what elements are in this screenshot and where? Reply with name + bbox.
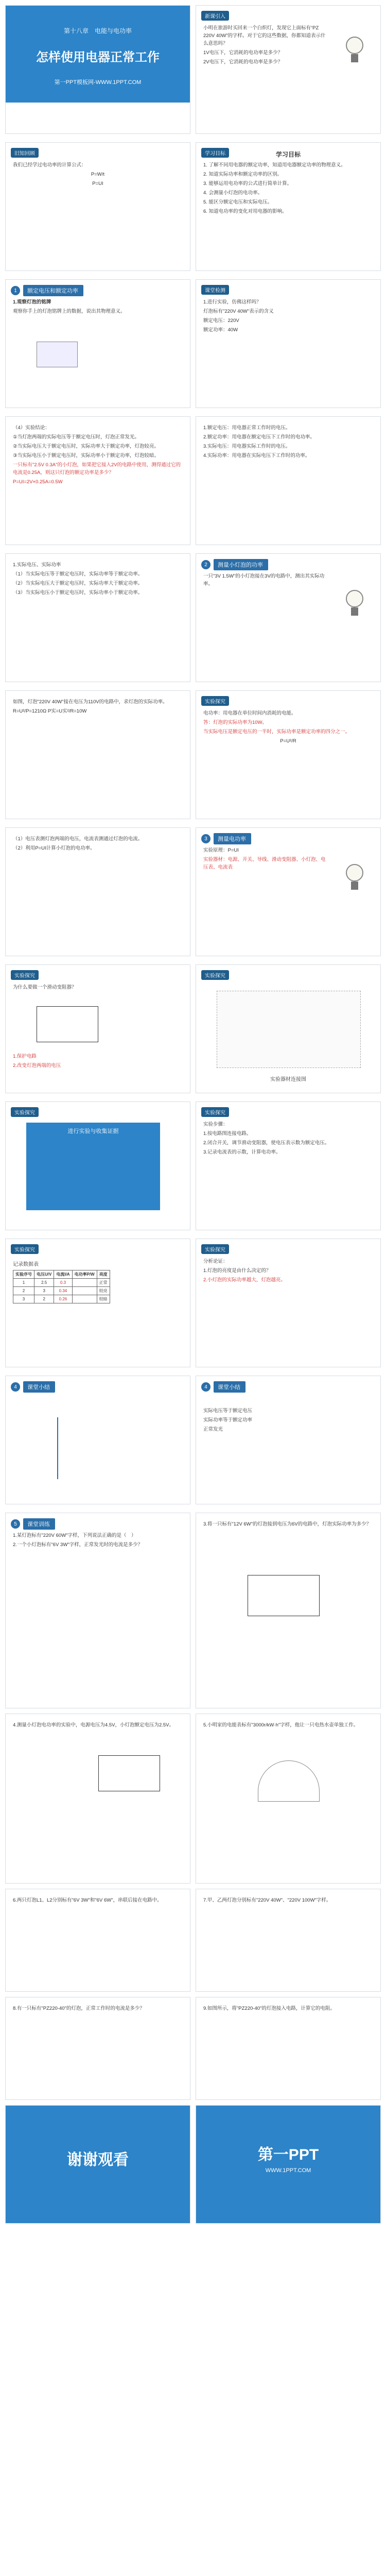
explore-heading: 1.观察灯泡的铭牌 bbox=[13, 299, 51, 305]
table-header: 亮度 bbox=[97, 1270, 110, 1279]
table-cell: 0.34 bbox=[54, 1287, 72, 1295]
drill8-slide bbox=[5, 1997, 190, 2100]
diagram-slide bbox=[196, 964, 381, 1093]
q2-slide bbox=[196, 690, 381, 819]
summary-item-3: ③当实际电压小于额定电压时，实际功率小于额定功率，灯泡较暗。 bbox=[13, 453, 160, 459]
drill9-text: 9.如图所示，将"PZ220-40"的灯泡接入电路，计算它的电阻。 bbox=[203, 2006, 335, 2011]
goals-tag: 学习目标 bbox=[201, 148, 229, 158]
review-tag: 旧知回顾 bbox=[11, 148, 39, 158]
bulb-icon bbox=[344, 864, 365, 895]
measure-text: 实验原理：P=UI bbox=[203, 848, 239, 853]
circuit-tag: 实验探究 bbox=[11, 970, 39, 980]
section-icon: 1 bbox=[11, 286, 20, 295]
table-title: 记录数据表 bbox=[13, 1262, 39, 1267]
drill4-slide bbox=[5, 1714, 190, 1884]
circuit-item-1: 1.保护电路 bbox=[13, 1054, 37, 1059]
video-panel[interactable] bbox=[26, 1123, 160, 1210]
ex3-text: 如图，灯泡"220V 40W"接在电压为110V的电路中，求灯泡的实际功率。 bbox=[13, 699, 168, 705]
quiz-item-1: 灯泡标有"220V 40W"表示的含义 bbox=[203, 309, 274, 314]
summary-text: （4）实验结论： bbox=[13, 425, 50, 431]
diagram-tag: 实验探究 bbox=[201, 970, 229, 980]
table-row bbox=[13, 1295, 110, 1303]
data-text: 实验步骤： bbox=[203, 1122, 228, 1127]
drill3-text: 3.将一只标有"12V 6W"的灯泡接到电压为6V的电路中，灯泡实际功率为多少？ bbox=[203, 1521, 372, 1527]
drill6-text: 6.两只灯泡L1、L2分别标有"6V 3W"和"6V 6W"，串联后接在电路中。 bbox=[13, 1897, 162, 1903]
mind1-section: 课堂小结 bbox=[23, 1381, 55, 1393]
ex4-note: 当实际电压是额定电压的一半时，实际功率是额定功率的四分之一。 bbox=[203, 729, 350, 735]
drill7-text: 7.甲、乙两灯泡分别标有"220V 40W"、"220V 100W"字样。 bbox=[203, 1897, 331, 1903]
intro-item-1: 1V电压下，它消耗的电功率是多少？ bbox=[203, 50, 283, 56]
summary-slide bbox=[5, 416, 190, 545]
measure-answer: 实验器材：电源、开关、导线、滑动变阻器、小灯泡、电压表、电流表 bbox=[203, 857, 326, 870]
table-cell: 3 bbox=[13, 1295, 34, 1303]
goals-item-5: 5. 能区分额定电压和实际电压。 bbox=[203, 199, 273, 205]
section-icon: 4 bbox=[11, 1382, 20, 1392]
drill8-text: 8.有一只标有"PZ220-40"的灯泡，正常工作时的电流是多少？ bbox=[13, 2006, 145, 2011]
table-cell bbox=[72, 1287, 97, 1295]
table-cell: 3 bbox=[34, 1287, 54, 1295]
table-cell: 较亮 bbox=[97, 1287, 110, 1295]
method-item-1: 1.实际电压、实际功率 bbox=[13, 562, 61, 568]
brand-site: WWW.1PPT.COM bbox=[265, 2167, 311, 2174]
thanks-slide bbox=[5, 2105, 190, 2224]
explore-text: 观察你手上的灯泡铭牌上的数据，说出其物理意义。 bbox=[13, 309, 126, 314]
table-cell: 0.3 bbox=[54, 1279, 72, 1287]
drill1-slide bbox=[5, 1513, 190, 1708]
summary-item-2: ②当实际电压大于额定电压时，实际功率大于额定功率，灯泡较亮。 bbox=[13, 444, 160, 449]
mind2-item-1: 实际电压等于额定电压 bbox=[203, 1408, 253, 1414]
data-item-1: 1.按电路图连接电路。 bbox=[203, 1131, 252, 1137]
concept-slide bbox=[196, 416, 381, 545]
example-text: 一只标有"2.5V 0.3A"的小灯泡，如果把它接入2V的电路中使用，测得通过它的电流是0.25A，则这只灯泡的额定功率是多少？ bbox=[13, 462, 181, 476]
mind2-item-3: 正常发光 bbox=[203, 1427, 223, 1432]
method-slide bbox=[5, 553, 190, 682]
video-tag: 实验探究 bbox=[11, 1107, 39, 1117]
circuit-item-2: 2.改变灯泡两端的电压 bbox=[13, 1063, 61, 1069]
concept-item-1: 1.额定电压：用电器正常工作时的电压。 bbox=[203, 425, 291, 431]
review-slide bbox=[5, 142, 190, 271]
table-slide bbox=[5, 1239, 190, 1367]
concept-item-4: 4.实际功率：用电器在实际电压下工作时的功率。 bbox=[203, 453, 310, 459]
circuit-diagram bbox=[248, 1575, 320, 1616]
method-item-3: （2）当实际电压大于额定电压时，实际功率大于额定功率。 bbox=[13, 581, 143, 586]
explore-slide bbox=[5, 279, 190, 408]
summary-item-1: ①当灯泡两端的实际电压等于额定电压时，灯泡正常发光。 bbox=[13, 434, 140, 440]
cover-chapter: 第十八章 电能与电功率 bbox=[63, 27, 132, 35]
ex3-slide bbox=[5, 690, 190, 819]
data-slide bbox=[196, 1101, 381, 1230]
review-formula-2: P=UI bbox=[92, 181, 103, 187]
q2-tag: 实验探究 bbox=[201, 696, 229, 706]
method-item-4: （3）当实际电压小于额定电压时，实际功率小于额定功率。 bbox=[13, 590, 143, 596]
q2-text: 电功率：用电器在单位时间内消耗的电能。 bbox=[203, 710, 296, 716]
section-icon: 4 bbox=[201, 1382, 210, 1392]
video-slide bbox=[5, 1101, 190, 1230]
drill6-slide bbox=[5, 1889, 190, 1992]
goals-item-4: 4. 会测量小灯泡的电功率。 bbox=[203, 190, 263, 196]
table-cell: 1 bbox=[13, 1279, 34, 1287]
drill7-slide bbox=[196, 1889, 381, 1992]
review-formula-1: P=W/t bbox=[91, 172, 105, 177]
cover-decoration bbox=[6, 103, 190, 133]
exp2-section: 测量小灯泡的功率 bbox=[214, 559, 268, 570]
cover-slide bbox=[5, 5, 190, 134]
nameplate-image bbox=[37, 342, 78, 367]
mind2-slide bbox=[196, 1376, 381, 1504]
table-cell: 0.26 bbox=[54, 1295, 72, 1303]
exp2-slide bbox=[196, 553, 381, 682]
analysis-text: 分析论证： bbox=[203, 1259, 228, 1264]
drill9-slide bbox=[196, 1997, 381, 2100]
table-cell: 正常 bbox=[97, 1279, 110, 1287]
explore-section: 额定电压和额定功率 bbox=[23, 285, 83, 296]
table-header: 实验序号 bbox=[13, 1270, 34, 1279]
circuit-slide bbox=[5, 964, 190, 1093]
table-cell: 2.5 bbox=[34, 1279, 54, 1287]
ex3-answer: R=U²/P=1210Ω P实=U实²/R=10W bbox=[13, 708, 87, 714]
analysis-tag: 实验探究 bbox=[201, 1244, 229, 1254]
practice-slide bbox=[5, 827, 190, 956]
table-header: 电功率P/W bbox=[72, 1270, 97, 1279]
table-cell bbox=[72, 1295, 97, 1303]
intro-text: 小明在旅游时买回来一个白炽灯，发现它上面标有“PZ 220V 40W”的字样。对于它的这些数据，你都知道表示什么意思吗？ bbox=[203, 25, 326, 46]
mindmap-diagram bbox=[57, 1417, 139, 1479]
table-cell: 较暗 bbox=[97, 1295, 110, 1303]
drill5-text: 5.小明家的电能表标有"3000r/kW·h"字样，他让一只电热水壶单独工作。 bbox=[203, 1722, 359, 1728]
data-tag: 实验探究 bbox=[201, 1107, 229, 1117]
analysis-item-2: 2.小灯泡的实际功率越大，灯泡越亮。 bbox=[203, 1277, 286, 1283]
table-cell: 2 bbox=[13, 1287, 34, 1295]
goals-item-3: 3. 能够运用电功率的公式进行简单计算。 bbox=[203, 181, 292, 187]
exp2-text: 一只"3V 1.5W"的小灯泡接在3V的电路中，测出其实际功率。 bbox=[203, 573, 325, 587]
review-text: 我们已经学过电功率的计算公式： bbox=[13, 162, 86, 168]
circuit-text: 为什么要做一个滑动变阻器？ bbox=[13, 985, 77, 990]
intro-tag: 新课引入 bbox=[201, 11, 229, 21]
table-row bbox=[13, 1279, 110, 1287]
bulb-icon bbox=[344, 37, 365, 67]
quiz-item-2: 额定电压：220V bbox=[203, 318, 239, 324]
table-header: 电压U/V bbox=[34, 1270, 54, 1279]
circuit-diagram bbox=[98, 1755, 160, 1791]
drill2-text: 2.一个小灯泡标有"6V 3W"字样，正常发光时的电流是多少？ bbox=[13, 1542, 143, 1548]
brand-logo: 第一PPT bbox=[257, 2146, 319, 2163]
circuit-diagram bbox=[37, 1006, 98, 1042]
ex4-text: 答：灯泡的实际功率为10W。 bbox=[203, 720, 268, 725]
data-table bbox=[13, 1270, 110, 1303]
section-icon: 3 bbox=[201, 834, 210, 843]
thanks-text: 谢谢观看 bbox=[67, 2151, 129, 2168]
goals-slide bbox=[196, 142, 381, 271]
concept-item-3: 3.实际电压：用电器实际工作时的电压。 bbox=[203, 444, 291, 449]
drill4-text: 4.测量小灯泡电功率的实验中，电源电压为4.5V，小灯泡额定电压为2.5V。 bbox=[13, 1722, 174, 1728]
table-header: 电流I/A bbox=[54, 1270, 72, 1279]
quiz-tag: 课堂检测 bbox=[201, 285, 229, 295]
example-answer: P=UI=2V×0.25A=0.5W bbox=[13, 479, 63, 485]
meter-image bbox=[258, 1760, 320, 1802]
data-item-2: 2.闭合开关，调节滑动变阻器，使电压表示数为额定电压。 bbox=[203, 1140, 330, 1146]
intro-item-2: 2V电压下，它消耗的电功率是多少？ bbox=[203, 59, 283, 65]
analysis-item-1: 1.灯泡的亮度是由什么决定的？ bbox=[203, 1268, 271, 1274]
table-cell: 2 bbox=[34, 1295, 54, 1303]
data-item-3: 3.记录电流表的示数，计算电功率。 bbox=[203, 1149, 281, 1155]
table-row bbox=[13, 1287, 110, 1295]
method-item-2: （1）当实际电压等于额定电压时，实际功率等于额定功率。 bbox=[13, 571, 143, 577]
mind1-slide bbox=[5, 1376, 190, 1504]
practice-item-2: （2）利用P=UI计算小灯泡的电功率。 bbox=[13, 845, 95, 851]
apparatus-image bbox=[217, 991, 361, 1068]
q2-answer: P=U²/R bbox=[280, 738, 296, 744]
drill5-slide bbox=[196, 1714, 381, 1884]
bulb-icon bbox=[344, 590, 365, 621]
diagram-caption: 实验器材连接图 bbox=[270, 1077, 306, 1082]
video-caption: 进行实验与收集证据 bbox=[67, 1128, 119, 1134]
drill3-slide bbox=[196, 1513, 381, 1708]
practice-item-1: （1）电压表测灯泡两端的电压，电流表测通过灯泡的电流。 bbox=[13, 836, 143, 842]
cover-site: 第一PPT模板网-WWW.1PPT.COM bbox=[54, 79, 142, 86]
quiz-text: 1.进行实验，仿佛这样吗？ bbox=[203, 299, 261, 305]
goals-title: 学习目标 bbox=[275, 151, 301, 158]
table-cell bbox=[72, 1279, 97, 1287]
table-tag: 实验探究 bbox=[11, 1244, 39, 1254]
practice-section: 测量电功率 bbox=[214, 833, 251, 844]
brand-slide bbox=[196, 2105, 381, 2224]
quiz-slide bbox=[196, 279, 381, 408]
intro-slide bbox=[196, 5, 381, 134]
analysis-slide bbox=[196, 1239, 381, 1367]
measure-slide bbox=[196, 827, 381, 956]
mind2-item-2: 实际功率等于额定功率 bbox=[203, 1417, 253, 1423]
goals-item-1: 1. 了解不同用电器的额定功率，知道用电器额定功率的物理意义。 bbox=[203, 162, 346, 168]
goals-item-2: 2. 知道实际功率和额定功率的区别。 bbox=[203, 172, 283, 177]
concept-item-2: 2.额定功率：用电器在额定电压下工作时的电功率。 bbox=[203, 434, 315, 440]
quiz-item-3: 额定功率：40W bbox=[203, 327, 238, 333]
drill-section: 课堂训练 bbox=[23, 1518, 55, 1530]
section-icon: 2 bbox=[201, 560, 210, 569]
section-icon: 5 bbox=[11, 1519, 20, 1529]
cover-title: 怎样使用电器正常工作 bbox=[36, 50, 160, 64]
mind2-section: 课堂小结 bbox=[214, 1381, 245, 1393]
goals-item-6: 6. 知道电功率的变化对用电器的影响。 bbox=[203, 209, 287, 214]
drill1-text: 1.某灯泡标有"220V 60W"字样，下列说法正确的是（ ） bbox=[13, 1533, 136, 1538]
